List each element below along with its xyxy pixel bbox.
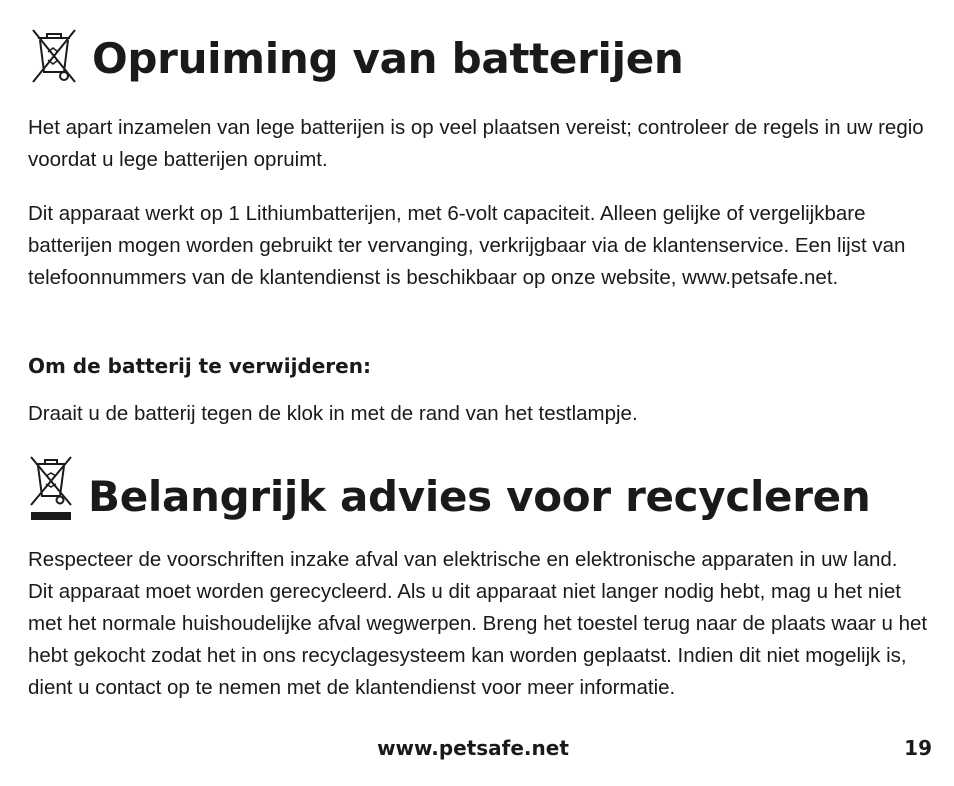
battery-disposal-heading — [28, 28, 684, 84]
battery-spec-paragraph: Dit apparaat werkt op 1 Lithiumbatterijen, met 6-volt capaciteit. Alleen gelijke of vergelijkbare batterijen mogen worden gebruikt ter vervanging, verkrijgbaar via de klantenservice. Een lijst van telefoonnummers van de klantendienst is beschikbaar op onze website, www.petsafe.net. — [28, 202, 906, 289]
recycling-title: Belangrijk advies voor recycleren — [88, 472, 871, 521]
crossed-out-wheelie-bin-with-bar-icon — [28, 456, 74, 522]
footer-website-link[interactable]: www.petsafe.net — [377, 736, 569, 760]
crossed-out-wheelie-bin-icon — [28, 28, 80, 84]
page-number: 19 — [904, 736, 932, 760]
battery-disposal-title: Opruiming van batterijen — [92, 34, 684, 83]
battery-collection-paragraph: Het apart inzamelen van lege batterijen is op veel plaatsen vereist; controleer de regels in uw regio voordat u lege batterijen opruimt. — [28, 116, 924, 171]
remove-battery-subheading: Om de batterij te verwijderen: — [28, 354, 371, 378]
recycling-heading — [28, 456, 870, 522]
recycling-paragraph: Respecteer de voorschriften inzake afval van elektrische en elektronische apparaten in uw land. Dit apparaat moet worden gerecycleerd. Als u dit apparaat niet langer nodig hebt, mag u het niet met het normale huishoudelijke afval wegwerpen. Breng het toestel terug naar de plaats waar u het hebt gekocht zodat het in ons recyclagesysteem kan worden geplaatst. Indien dit niet mogelijk is, dient u contact op te nemen met de klantendienst voor meer informatie. — [28, 548, 928, 699]
remove-battery-paragraph: Draait u de batterij tegen de klok in met de rand van het testlampje. — [28, 402, 638, 425]
